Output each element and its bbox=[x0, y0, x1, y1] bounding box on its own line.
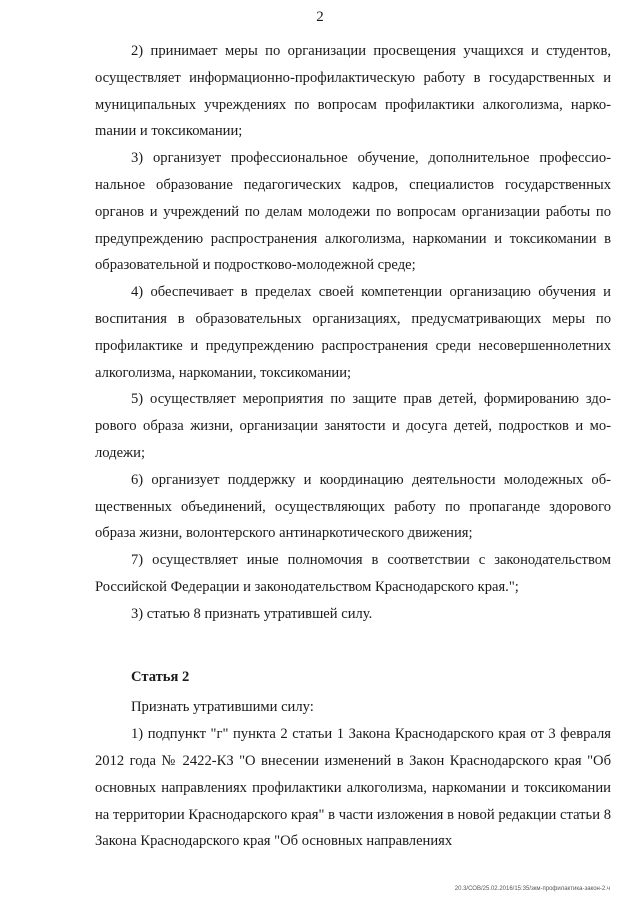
amendment-item-3: 3) статью 8 признать утратившей силу. bbox=[131, 605, 373, 622]
list-item-3: 3) организует профессиональное обучение, дополнительное профессиональное образование педагогических кадров, специалистов государственных органов и учреждений по делам молодежи по вопросам организации работы по предупреждению распространения алкоголизма, наркомании и токсикомании в образовательной и подростково-молодежной среде; bbox=[95, 150, 611, 274]
document-body bbox=[95, 38, 611, 855]
list-item-7: 7) осуществляет иные полномочия в соответствии с законодательством Российской Федерации и законодательством Краснодарского края."; bbox=[95, 552, 611, 595]
article-intro: Признать утратившими силу: bbox=[131, 699, 314, 716]
list-item-5: 5) осуществляет мероприятия по защите прав детей, формированию здорового образа жизни, организации занятости и досуга детей, подростков и молодежи; bbox=[95, 391, 611, 461]
footer-file-stamp: 20.3/СОВ/25.02.2016/15:35/зкм-профилактика-закон-2.ч bbox=[454, 886, 610, 892]
list-item-6: 6) организует поддержку и координацию деятельности молодежных общественных объединений, осуществляющих работу по пропаганде здорового образа жизни, волонтерского антинаркотического движения; bbox=[95, 471, 611, 542]
list-item-4: 4) обеспечивает в пределах своей компетенции организацию обучения и воспитания в образовательных организациях, предусматривающих меры по профилактике и предупреждению распространения среди несовершеннолетних алкоголизма, наркомании, токсикомании; bbox=[95, 284, 611, 381]
section-spacer bbox=[95, 628, 611, 664]
repeal-item-1: 1) подпункт "г" пункта 2 статьи 1 Закона Краснодарского края от 3 февраля 2012 года № 2422-КЗ "О внесении изменений в Закон Краснодарского края "Об основных направлениях профилактики алкоголизма, наркомании и токсикомании на территории Краснодарского края" в части изложения в новой редакции статьи 8 Закона Краснодарского края "Об основных направлениях bbox=[95, 726, 611, 850]
list-item-2: 2) принимает меры по организации просвещения учащихся и студентов, осуществляет информационно-профилактическую работу в государственных и муниципальных учреждениях по вопросам профилактики алкоголизма, наркоmании и токсикомании; bbox=[95, 43, 611, 140]
page-number: 2 bbox=[316, 9, 324, 25]
article-heading: Статья 2 bbox=[131, 668, 190, 685]
